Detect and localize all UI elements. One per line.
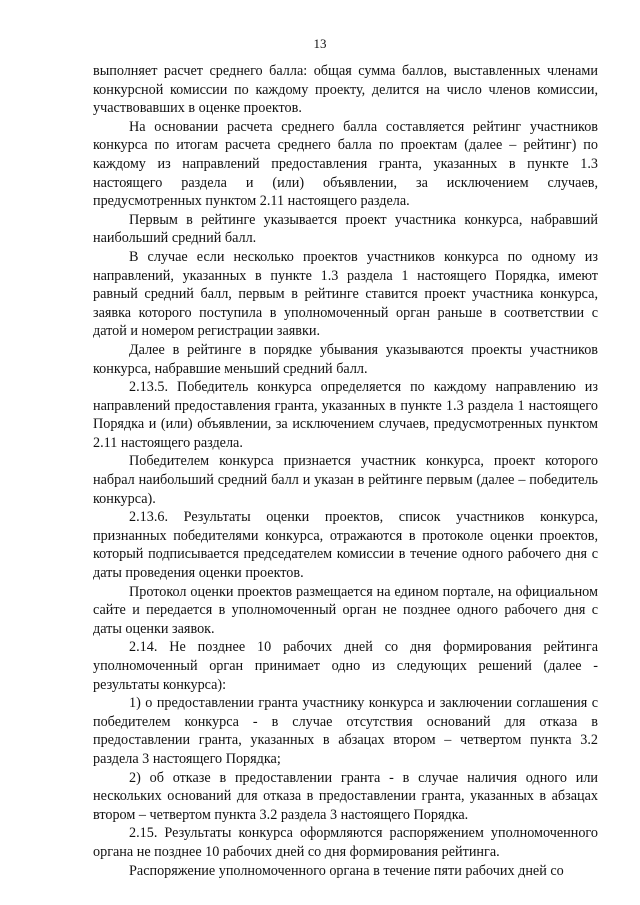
- paragraph-rating-formation: На основании расчета среднего балла составляется рейтинг участников конкурса по итогам расчета среднего балла по проектам (далее – рейтинг) по каждому из направлений предоставления гранта, указанных в пункте 1.3 настоящего раздела и (или) объявлении, за исключением случаев, предусмотренных пунктом 2.11 настоящего раздела.: [93, 118, 598, 210]
- paragraph-2-13-5: 2.13.5. Победитель конкурса определяется по каждому направлению из направлений предоставления гранта, указанных в пункте 1.3 раздела 1 настоящего Порядка и (или) объявлении, за исключением случаев, предусмотренных пунктом 2.11 настоящего раздела.: [93, 379, 598, 451]
- paragraph-decision-grant: 1) о предоставлении гранта участнику конкурса и заключении соглашения с победителем конкурса - в случае отсутствия оснований для отказа в предоставлении гранта, указанных в абзацах втором – четвертом пункта 3.2 раздела 3 настоящего Порядка;: [93, 695, 598, 767]
- paragraph-2-15: 2.15. Результаты конкурса оформляются распоряжением уполномоченного органа не позднее 10 рабочих дней со дня формирования рейтинга.: [93, 825, 598, 860]
- paragraph-2-13-6: 2.13.6. Результаты оценки проектов, список участников конкурса, признанных победителями конкурса, отражаются в протоколе оценки проектов, который подписывается председателем комиссии в течение одного рабочего дня с даты проведения оценки проектов.: [93, 509, 598, 582]
- paragraph-2-14: 2.14. Не позднее 10 рабочих дней со дня формирования рейтинга уполномоченный орган принимает одно из следующих решений (далее - результаты конкурса):: [93, 639, 598, 693]
- paragraph-protocol-publication: Протокол оценки проектов размещается на едином портале, на официальном сайте и передается в уполномоченный орган не позднее одного рабочего дня с даты оценки заявок.: [93, 583, 598, 637]
- paragraph-winner-definition: Победителем конкурса признается участник конкурса, проект которого набрал наибольший средний балл и указан в рейтинге первым (далее – победитель конкурса).: [93, 453, 598, 507]
- body-text: [93, 62, 598, 880]
- paragraph-first-in-rating: Первым в рейтинге указывается проект участника конкурса, набравший наибольший средний балл.: [93, 211, 598, 247]
- page-number: 13: [313, 36, 327, 51]
- paragraph-descending-order: Далее в рейтинге в порядке убывания указываются проекты участников конкурса, набравшие меньший средний балл.: [93, 341, 598, 377]
- paragraph-equal-scores: В случае если несколько проектов участников конкурса по одному из направлений, указанных в пункте 1.3 раздела 1 настоящего Порядка, имеют равный средний балл, первым в рейтинге ставится проект участника конкурса, заявка которого поступила в уполномоченный орган раньше в соответствии с датой и номером регистрации заявки.: [93, 248, 598, 340]
- paragraph-average-score-calc: выполняет расчет среднего балла: общая сумма баллов, выставленных членами конкурсной комиссии по каждому проекту, делится на число членов комиссии, участвовавших в оценке проектов.: [93, 63, 598, 117]
- paragraph-order-publication: Распоряжение уполномоченного органа в течение пяти рабочих дней со: [129, 862, 564, 879]
- paragraph-decision-refusal: 2) об отказе в предоставлении гранта - в случае наличия одного или нескольких оснований для отказа в предоставлении гранта, указанных в абзацах втором – четвертом пункта 3.2 раздела 3 настоящего Порядка.: [93, 769, 598, 823]
